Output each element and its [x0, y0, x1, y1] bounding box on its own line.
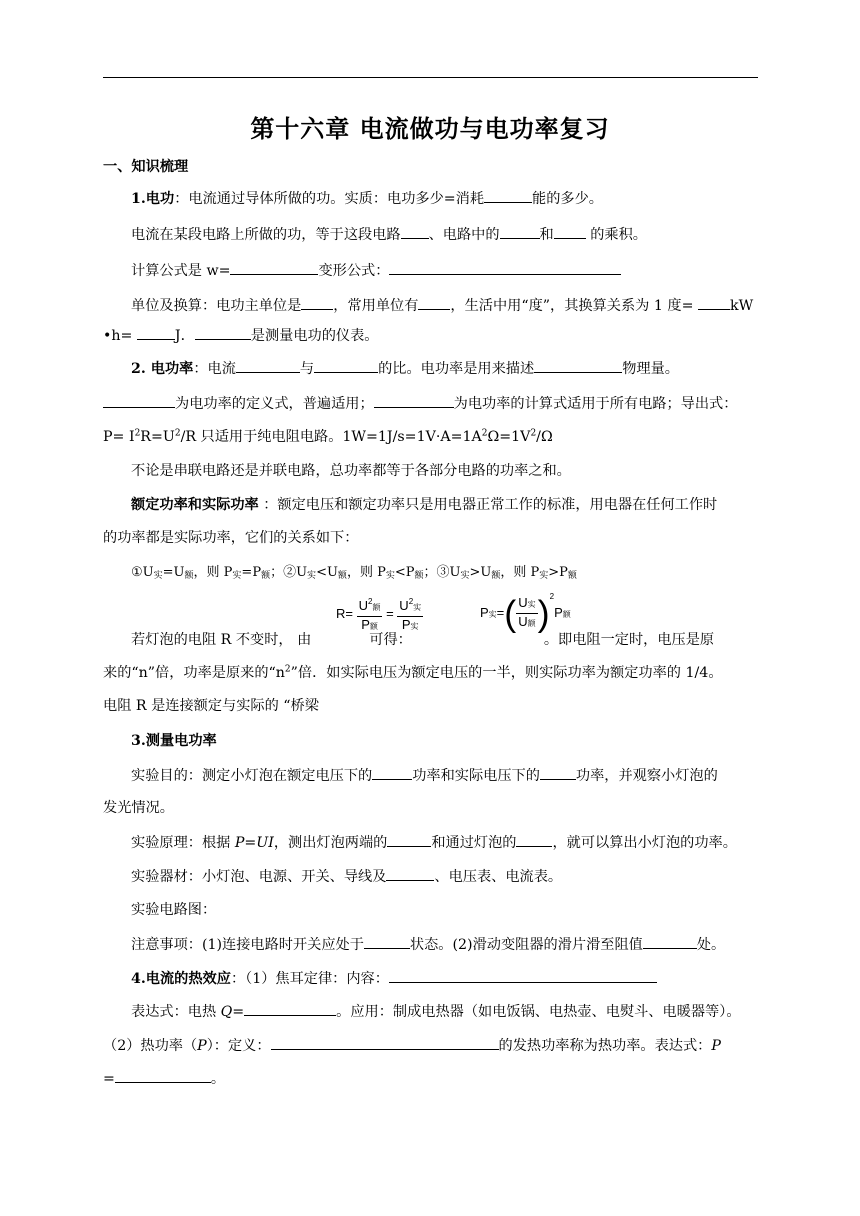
power-ratio-formula: P实=( $\frac{\text{U实}}{\text{U额}}$ )$^2$P额 — [480, 592, 571, 634]
paragraph-circuit-diagram: 实验电路图： — [131, 902, 217, 918]
fill-blank[interactable] — [554, 224, 586, 239]
fill-blank[interactable] — [244, 1001, 336, 1016]
paragraph-formula: 计算公式是 w= 变形公式： — [131, 260, 758, 281]
paragraph-units-cont: •h= J． 是测量电功的仪表。 — [103, 325, 758, 346]
fill-blank[interactable] — [195, 325, 251, 340]
fill-blank[interactable] — [374, 393, 454, 408]
paragraph-heat-expression: 表达式：电热 Q= 。应用：制成电热器（如电饭锅、电热壶、电熨斗、电暖器等）。 — [131, 1001, 758, 1022]
fill-blank[interactable] — [236, 358, 300, 373]
fill-blank[interactable] — [386, 866, 434, 881]
fill-blank[interactable] — [230, 260, 318, 275]
resistance-formula: R= $\frac{U^2额}{\text{P额}}$ = $\frac{U^2实}{\text{P实}}$ — [336, 594, 423, 635]
fill-blank[interactable] — [372, 765, 412, 780]
fill-blank[interactable] — [301, 295, 333, 310]
paragraph-rated-power: 额定功率和实际功率 ：额定电压和额定功率只是用电器正常工作的标准，用电器在任何工作时 — [131, 497, 718, 513]
paragraph-bulb-resistance: 若灯泡的电阻 R 不变时， 由 可得： 。即电阻一定时，电压是原 — [131, 632, 715, 648]
paragraph-derived-formulas: $P= I^2R=U^2/R$ 只适用于纯电阻电路。$1W=1J/s=1V\cdot A=1A^2\Omega=1V^2/\Omega$ — [103, 428, 553, 445]
paragraph-rated-power-cont: 的功率都是实际功率，它们的关系如下： — [103, 530, 359, 546]
fill-blank[interactable] — [364, 934, 410, 949]
fill-blank[interactable] — [698, 295, 730, 310]
paragraph-electric-power: 2. 电功率：电流 与 的比。电功率是用来描述 物理量。 — [131, 358, 758, 379]
fill-blank[interactable] — [314, 358, 378, 373]
fill-blank[interactable] — [137, 325, 175, 340]
paragraph-relations: ①U实=U额，则 P实=P额；②U实<U额，则 P实<P额；③U实>U额，则 P实>P额 — [131, 565, 577, 581]
paragraph-experiment-principle: 实验原理：根据 P=UI，测出灯泡两端的 和通过灯泡的 ，就可以算出小灯泡的功率。 — [131, 832, 758, 853]
term-heat-effect: 4.电流的热效应 — [131, 971, 231, 987]
page-title: 第十六章 电流做功与电功率复习 — [250, 114, 610, 143]
fill-blank[interactable] — [389, 968, 657, 983]
header-rule — [103, 77, 758, 78]
fill-blank[interactable] — [534, 358, 622, 373]
paragraph-power-formulas: 为电功率的定义式，普遍适用； 为电功率的计算式适用于所有电路；导出式： — [103, 393, 758, 414]
paragraph-heat-power-cont: = 。 — [103, 1068, 758, 1089]
fill-blank[interactable] — [271, 1035, 499, 1050]
paragraph-experiment-equipment: 实验器材：小灯泡、电源、开关、导线及 、电压表、电流表。 — [131, 866, 758, 887]
fill-blank[interactable] — [103, 393, 175, 408]
fill-blank[interactable] — [115, 1068, 211, 1083]
fill-blank[interactable] — [401, 224, 429, 239]
paragraph-experiment-purpose: 实验目的：测定小灯泡在额定电压下的 功率和实际电压下的 功率，并观察小灯泡的 — [131, 765, 758, 786]
section-heading: 一、知识梳理 — [103, 159, 189, 175]
paragraph-heat-power: （2）热功率（P）：定义： 的发热功率称为热功率。表达式：P — [103, 1035, 758, 1056]
term-electric-power: 2. 电功率 — [131, 361, 194, 377]
paragraph-total-power: 不论是串联电路还是并联电路，总功率都等于各部分电路的功率之和。 — [131, 463, 571, 479]
paragraph-electric-work: 1.电功：电流通过导体所做的功。实质：电功多少=消耗 能的多少。 — [131, 188, 758, 209]
term-rated-actual-power: 额定功率和实际功率 — [131, 497, 259, 513]
paragraph-precautions: 注意事项：(1)连接电路时开关应处于 状态。(2)滑动变阻器的滑片滑至阻值 处。 — [131, 934, 758, 955]
fill-blank[interactable] — [389, 260, 621, 275]
paragraph-bridge: 电阻 R 是连接额定与实际的 “桥梁 — [103, 698, 319, 714]
fill-blank[interactable] — [500, 224, 540, 239]
paragraph-units: 单位及换算：电功主单位是 ，常用单位有 ，生活中用“度”，其换算关系为 1 度= kW — [131, 295, 758, 316]
paragraph-work-definition: 电流在某段电路上所做的功，等于这段电路 、电路中的 和 的乘积。 — [131, 224, 758, 245]
paragraph-heat-effect: 4.电流的热效应：（1）焦耳定律：内容： — [131, 968, 758, 989]
fill-blank[interactable] — [540, 765, 576, 780]
fill-blank[interactable] — [516, 832, 552, 847]
term-electric-work: 1.电功 — [131, 191, 175, 207]
paragraph-voltage-multiple: 来的“n”倍，功率是原来的“$n^2$”倍．如实际电压为额定电压的一半，则实际功率为额定功率的 1/4。 — [103, 664, 723, 681]
heading-measure-power: 3.测量电功率 — [131, 733, 217, 749]
fill-blank[interactable] — [643, 934, 697, 949]
paragraph-purpose-cont: 发光情况。 — [103, 800, 174, 816]
fill-blank[interactable] — [418, 295, 450, 310]
fill-blank[interactable] — [387, 832, 431, 847]
fill-blank[interactable] — [484, 188, 532, 203]
